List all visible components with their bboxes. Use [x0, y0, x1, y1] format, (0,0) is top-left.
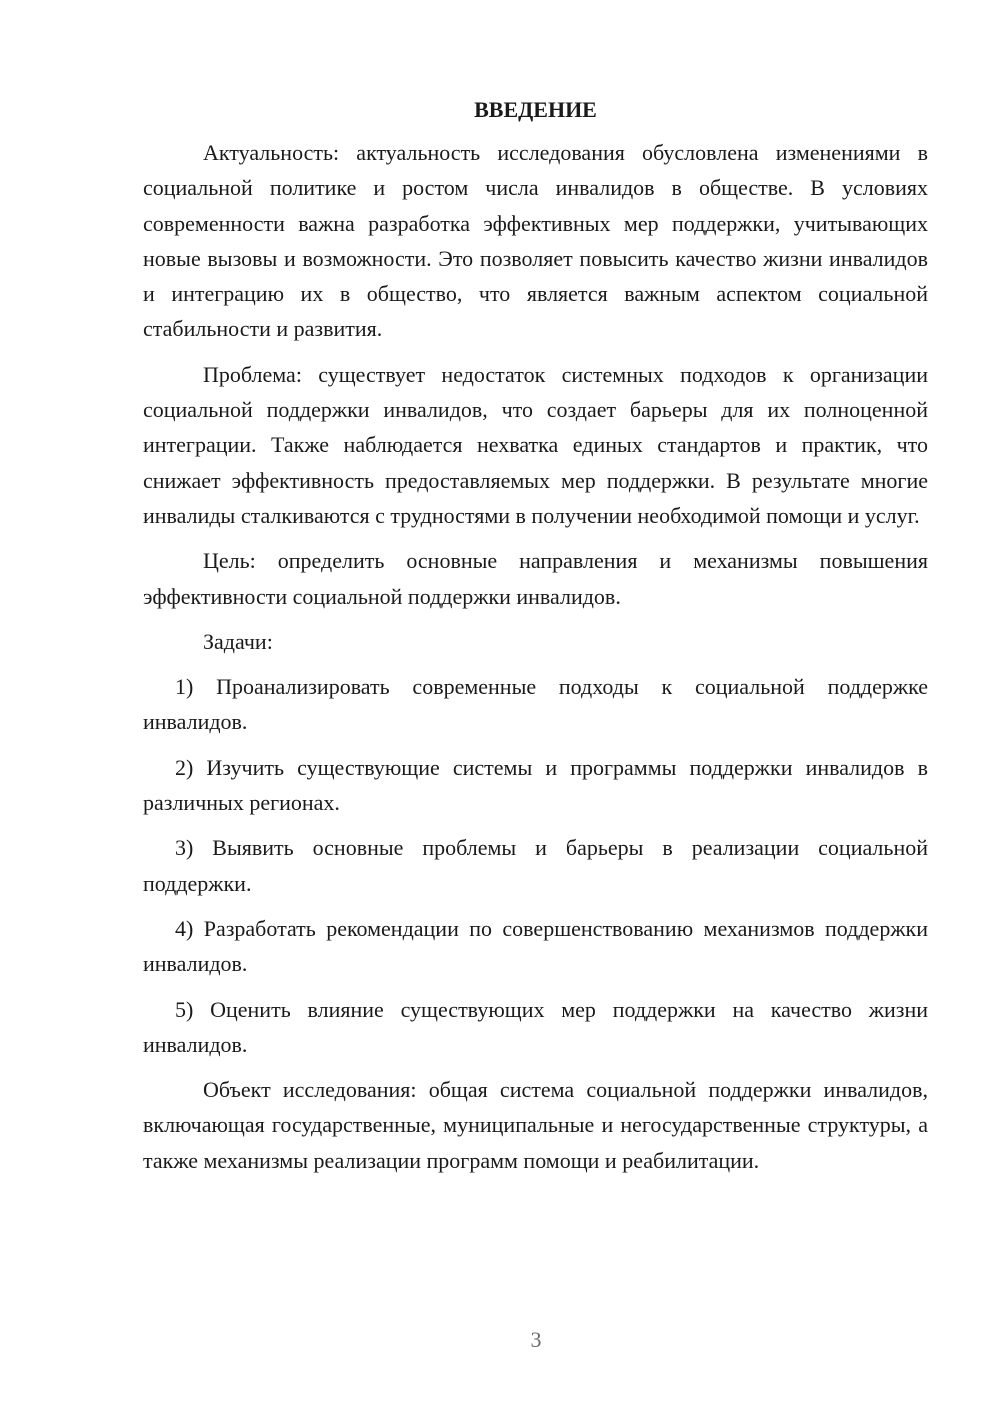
- task-item: 3) Выявить основные проблемы и барьеры в реализации социальной поддержки.: [143, 835, 928, 896]
- task-item: 4) Разработать рекомендации по совершенствованию механизмов поддержки инвалидов.: [143, 915, 928, 977]
- page-content: [143, 92, 928, 1188]
- tasks-label: Задачи:: [203, 628, 273, 654]
- object-paragraph: Объект исследования: общая система социальной поддержки инвалидов, включающая государственные, муниципальные и негосударственные структуры, а также механизмы реализации программ помощи и реабилитации.: [143, 1077, 928, 1173]
- goal-paragraph: Цель: определить основные направления и механизмы повышения эффективности социальной поддержки инвалидов.: [143, 548, 928, 609]
- page-number: 3: [530, 1327, 542, 1352]
- task-item: 2) Изучить существующие системы и программы поддержки инвалидов в различных регионах.: [143, 754, 928, 816]
- section-heading: ВВЕДЕНИЕ: [474, 97, 597, 122]
- problem-paragraph: Проблема: существует недостаток системных подходов к организации социальной поддержки инвалидов, что создает барьеры для их полноценной интеграции. Также наблюдается нехватка единых стандартов и практик, что снижает эффективность предоставляемых мер поддержки. В результате многие инвалиды сталкиваются с трудностями в получении необходимой помощи и услуг.: [143, 361, 928, 528]
- task-item: 5) Оценить влияние существующих мер поддержки на качество жизни инвалидов.: [143, 996, 928, 1057]
- relevance-paragraph: Актуальность: актуальность исследования обусловлена изменениями в социальной политике и ростом числа инвалидов в обществе. В условиях современности важна разработка эффективных мер поддержки, учитывающих новые вызовы и возможности. Это позволяет повысить качество жизни инвалидов и интеграцию их в общество, что является важным аспектом социальной стабильности и развития.: [143, 140, 928, 342]
- task-item: 1) Проанализировать современные подходы к социальной поддержке инвалидов.: [143, 674, 928, 735]
- tasks-list: [143, 669, 928, 1062]
